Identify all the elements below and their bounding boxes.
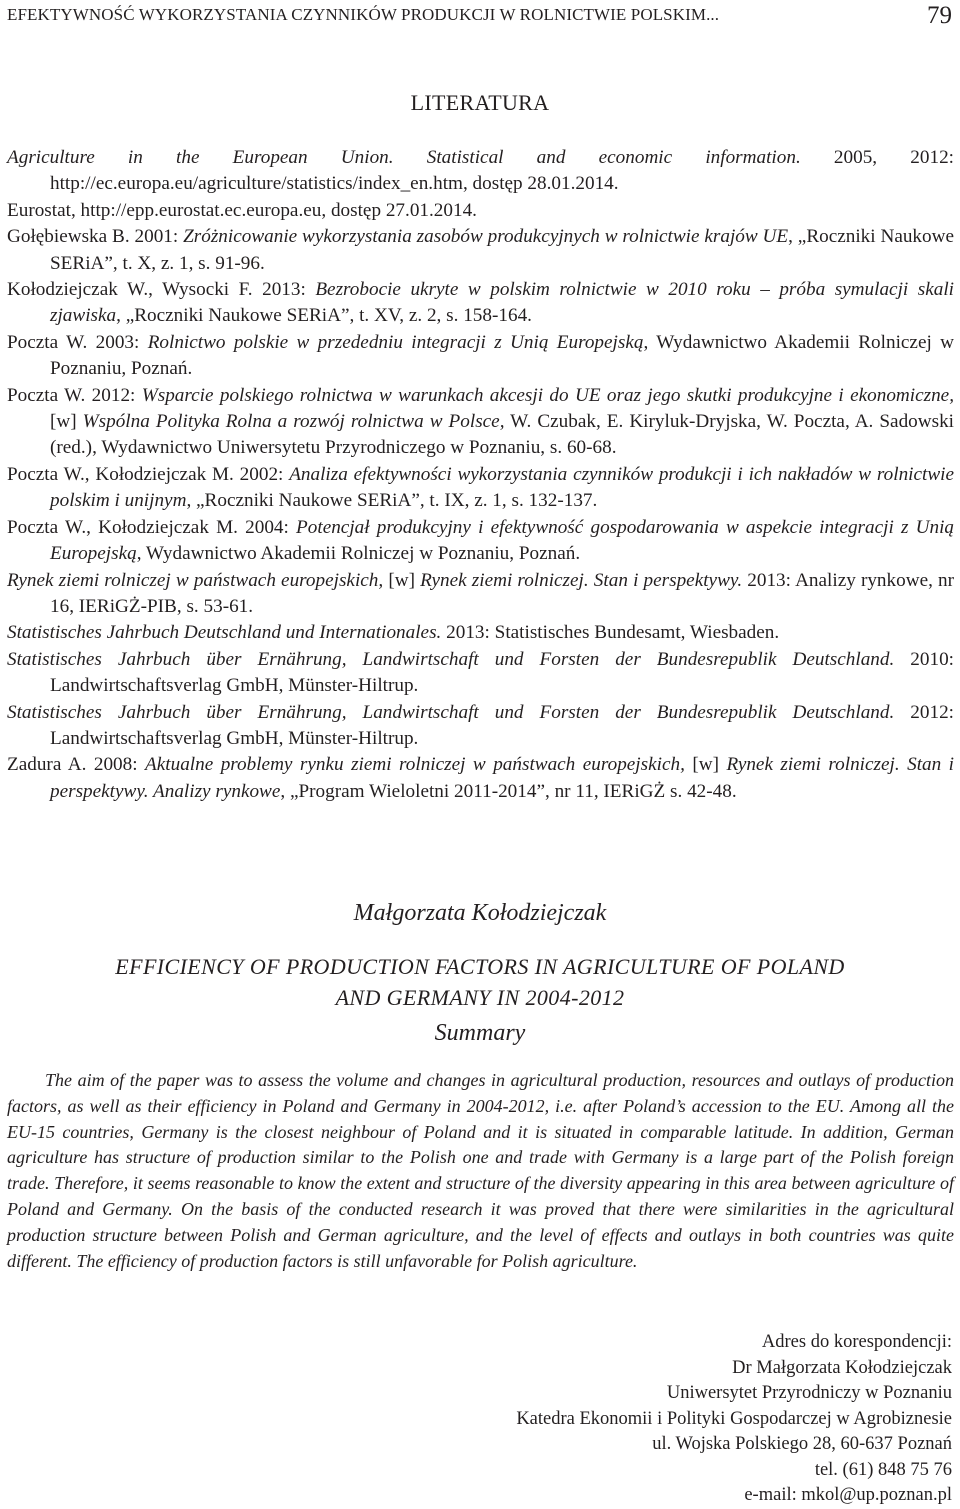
- reference-text-run: Poczta W. 2003:: [7, 331, 148, 353]
- reference-item: [7, 620, 954, 646]
- reference-text-run: Kołodziejczak W., Wysocki F. 2013:: [7, 279, 316, 301]
- reference-italic-run: Statistisches Jahrbuch über Ernährung, Landwirtschaft und Forsten der Bundesrepublik Deutschland.: [7, 701, 895, 723]
- english-title: [0, 951, 960, 1013]
- author-name: Małgorzata Kołodziejczak: [353, 900, 607, 926]
- reference-item: [7, 752, 954, 805]
- reference-text-run: 2012: Landwirtschaftsverlag GmbH, Münster-Hiltrup.: [50, 701, 954, 749]
- reference-text-run: 2013: Statistisches Bundesamt, Wiesbaden.: [441, 622, 780, 644]
- reference-text-run: Gołębiewska B. 2001:: [7, 226, 184, 248]
- reference-item: [7, 568, 954, 621]
- reference-text-run: Poczta W., Kołodziejczak M. 2002:: [7, 463, 290, 485]
- reference-text-run: , Wydawnictwo Akademii Rolniczej w Poznaniu, Poznań.: [50, 331, 954, 380]
- reference-item: [7, 647, 954, 700]
- reference-italic-run: Zróżnicowanie wykorzystania zasobów produkcyjnych w rolnictwie krajów UE: [183, 226, 789, 248]
- reference-text-run: 2005, 2012: http://ec.europa.eu/agriculture/statistics/index_en.htm, dostęp 28.01.2014.: [50, 147, 954, 195]
- reference-text-run: , „Roczniki Naukowe SERiA”, t. X, z. 1, s. 91-96.: [50, 226, 954, 274]
- reference-text-run: , Wydawnictwo Akademii Rolniczej w Poznaniu, Poznań.: [136, 543, 581, 565]
- summary-heading: Summary: [434, 1020, 526, 1046]
- reference-italic-run: Rynek ziemi rolniczej w państwach europejskich,: [7, 569, 384, 591]
- reference-text-run: , „Roczniki Naukowe SERiA”, t. IX, z. 1, s. 132-137.: [186, 490, 598, 512]
- reference-text-run: Zadura A. 2008:: [7, 754, 146, 776]
- reference-text-run: [w]: [684, 754, 727, 776]
- reference-item: [7, 700, 954, 753]
- page-number: 79: [927, 2, 952, 29]
- address-phone: tel. (61) 848 75 76: [814, 1459, 952, 1480]
- correspondence-address: [516, 1330, 952, 1509]
- abstract-text: The aim of the paper was to assess the volume and changes in agricultural production, resources and outlays of production factors, as well as their efficiency in Poland and Germany in 2004-2012, i.e. after Poland’s accession to the EU. Among all the EU-15 countries, Germany is the closest neighbour of Poland and it is situated in comparable latitude. In addition, German agriculture has structure of production similar to the Polish one and trade with Germany is a large part of the Polish foreign trade. Therefore, it seems reasonable to know the extent and structure of the diversity appearing in this area between agriculture of Poland and Germany. On the basis of the conducted research it was proved that there were similarities in the agricultural production structure between Polish and German agriculture, and the level of effects and outlays in both countries was quite different. The efficiency of production factors is still unfavorable for Polish agriculture.: [7, 1070, 954, 1271]
- address-email: e-mail: mkol@up.poznan.pl: [744, 1485, 952, 1505]
- reference-item: [7, 330, 954, 383]
- address-name: Dr Małgorzata Kołodziejczak: [732, 1357, 952, 1378]
- reference-item: [7, 277, 954, 330]
- reference-text-run: 2010: Landwirtschaftsverlag GmbH, Münster-Hiltrup.: [50, 648, 954, 697]
- running-header: [7, 3, 952, 27]
- literature-heading: LITERATURA: [410, 90, 550, 115]
- reference-italic-run: Aktualne problemy rynku ziemi rolniczej w państwach europejskich,: [145, 754, 685, 776]
- reference-text-run: [w]: [50, 411, 83, 433]
- reference-italic-run: Wspólna Polityka Rolna a rozwój rolnictwa w Polsce,: [82, 411, 505, 433]
- reference-text-run: Poczta W. 2012:: [7, 384, 142, 406]
- reference-italic-run: Rolnictwo polskie w przededniu integracji z Unią Europejską: [147, 331, 644, 353]
- english-title-line-1: EFFICIENCY OF PRODUCTION FACTORS IN AGRICULTURE OF POLAND: [115, 954, 845, 979]
- reference-text-run: , „Program Wieloletni 2011-2014”, nr 11, IERiGŻ s. 42-48.: [280, 780, 737, 802]
- address-university: Uniwersytet Przyrodniczy w Poznaniu: [666, 1383, 952, 1403]
- english-title-line-2: AND GERMANY IN 2004-2012: [335, 985, 625, 1010]
- reference-list: [7, 145, 954, 805]
- reference-italic-run: Statistisches Jahrbuch über Ernährung, Landwirtschaft und Forsten der Bundesrepublik Deutschland.: [7, 648, 895, 670]
- reference-italic-run: Statistisches Jahrbuch Deutschland und Internationales.: [7, 622, 442, 644]
- reference-text-run: , „Roczniki Naukowe SERiA”, t. XV, z. 2, s. 158-164.: [116, 305, 532, 327]
- reference-italic-run: Rynek ziemi rolniczej. Stan i perspektywy. Analizy rynkowe: [50, 754, 955, 802]
- reference-text-run: [w]: [383, 569, 421, 591]
- reference-item: [7, 145, 954, 198]
- reference-italic-run: Bezrobocie ukryte w polskim rolnictwie w 2010 roku – próba symulacji skali zjawiska: [50, 279, 954, 327]
- reference-item: [7, 462, 954, 515]
- address-street: ul. Wojska Polskiego 28, 60-637 Poznań: [652, 1434, 952, 1454]
- reference-italic-run: Potencjał produkcyjny i efektywność gospodarowania w aspekcie integracji z Unią Europejską: [50, 516, 954, 565]
- reference-item: [7, 224, 954, 277]
- reference-italic-run: Agriculture in the European Union. Statistical and economic information.: [7, 147, 801, 168]
- reference-italic-run: Rynek ziemi rolniczej. Stan i perspektywy.: [420, 569, 743, 591]
- reference-text-run: 2013: Analizy rynkowe, nr 16, IERiGŻ-PIB, s. 53-61.: [50, 569, 955, 617]
- address-label: Adres do korespondencji:: [761, 1332, 952, 1352]
- reference-text-run: W. Czubak, E. Kiryluk-Dryjska, W. Poczta, A. Sadowski (red.), Wydawnictwo Uniwersytetu Przyrodniczego w Poznaniu, s. 60-68.: [50, 411, 955, 459]
- reference-italic-run: Wsparcie polskiego rolnictwa w warunkach akcesji do UE oraz jego skutki produkcyjne i ekonomiczne,: [141, 384, 954, 406]
- reference-text-run: Poczta W., Kołodziejczak M. 2004:: [7, 516, 297, 538]
- reference-item: [7, 383, 954, 462]
- reference-item: [7, 198, 954, 224]
- running-title: EFEKTYWNOŚĆ WYKORZYSTANIA CZYNNIKÓW PRODUKCJI W ROLNICTWIE POLSKIM...: [7, 5, 720, 24]
- address-department: Katedra Ekonomii i Polityki Gospodarczej w Agrobiznesie: [516, 1408, 952, 1429]
- reference-text-run: Eurostat, http://epp.eurostat.ec.europa.eu, dostęp 27.01.2014.: [7, 199, 477, 221]
- reference-item: [7, 515, 954, 568]
- reference-italic-run: Analiza efektywności wykorzystania czynników produkcji i ich nakładów w rolnictwie polskim i unijnym: [50, 463, 954, 512]
